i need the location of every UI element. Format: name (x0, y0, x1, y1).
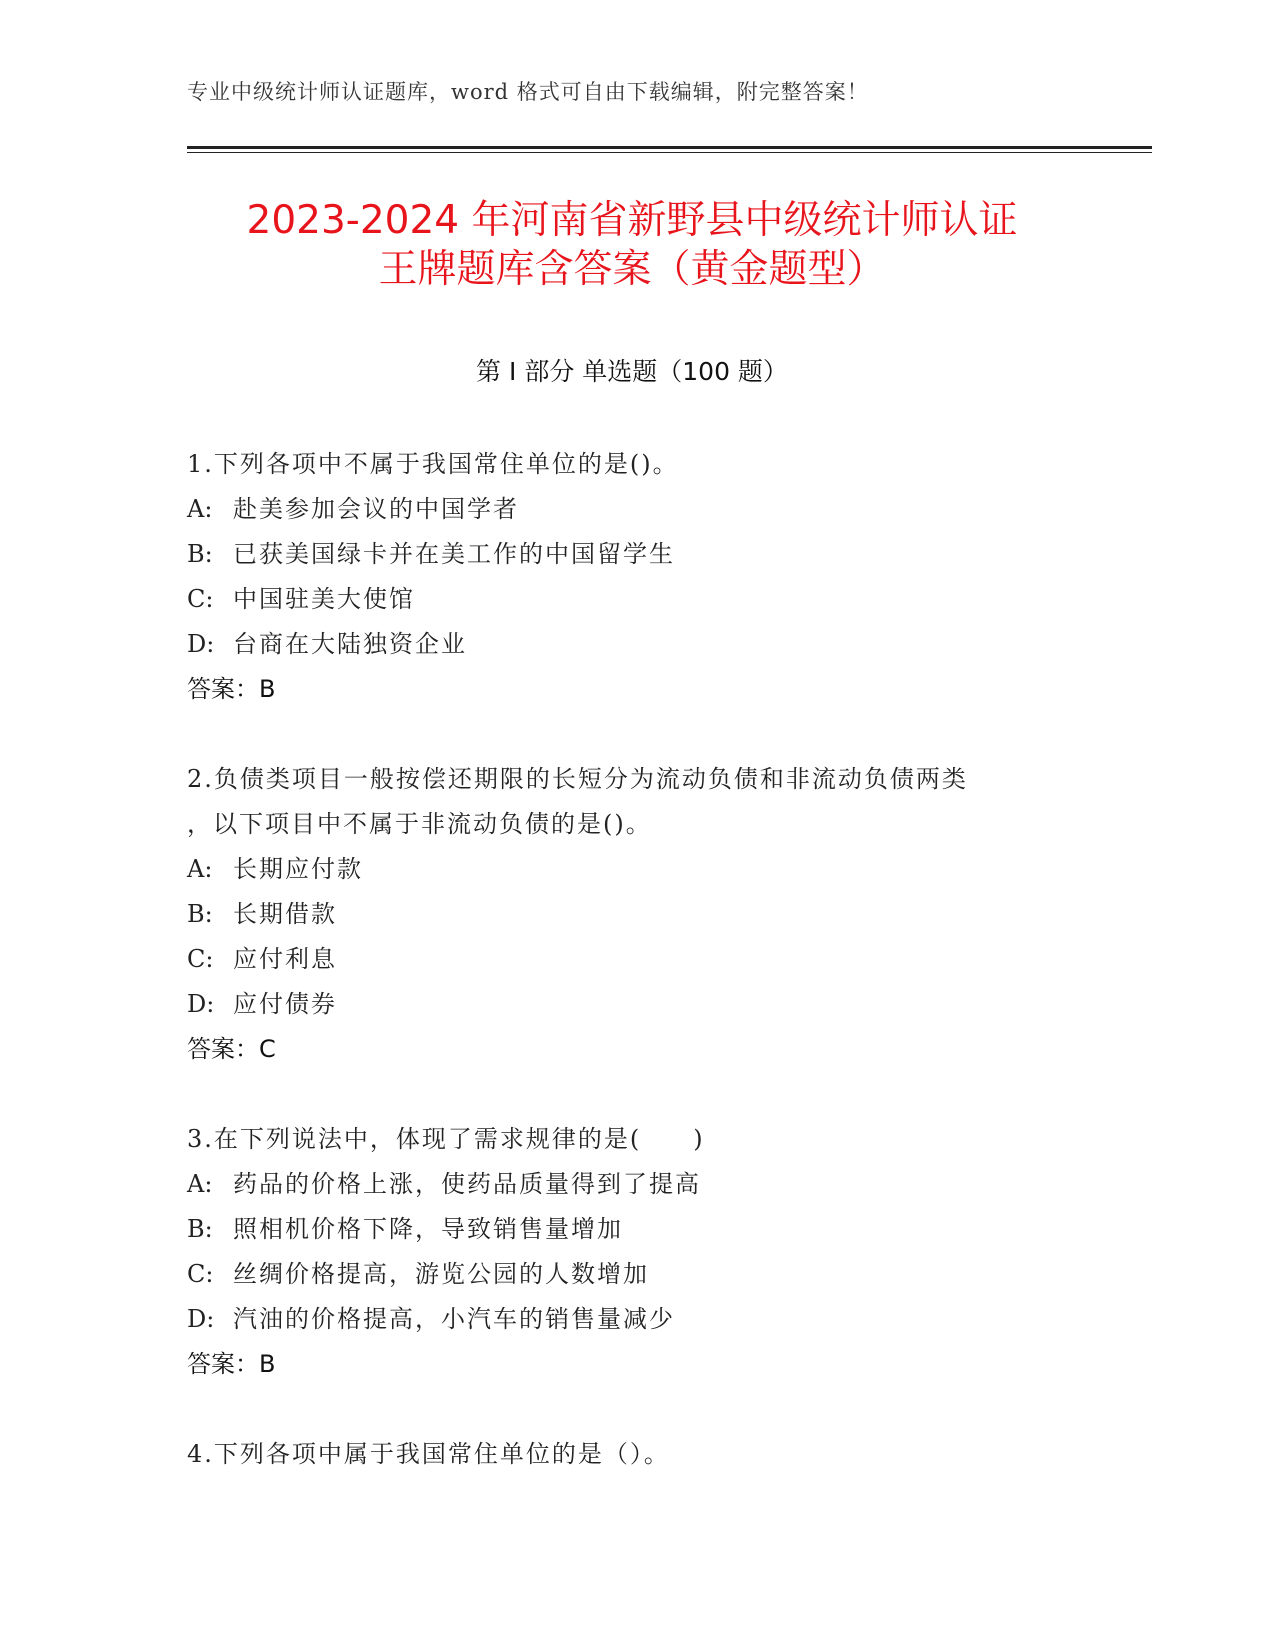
option-key: A: (187, 1170, 213, 1198)
option-key: C: (187, 1260, 214, 1288)
answer-option (187, 982, 1087, 1027)
option-key: B: (187, 1215, 213, 1243)
answer-option (187, 487, 1087, 532)
option-key: C: (187, 945, 214, 973)
option-text: 汽油的价格提高，小汽车的销售量减少 (233, 1305, 675, 1333)
question-stem: 4.下列各项中属于我国常住单位的是（）。 (187, 1440, 670, 1468)
option-key: B: (187, 540, 213, 568)
option-text: 长期应付款 (233, 855, 363, 883)
option-text: 应付债券 (233, 990, 337, 1018)
option-key: D: (187, 990, 215, 1018)
answer-value: C (259, 1035, 276, 1063)
document-title-line-2: 王牌题库含答案（黄金题型） (378, 247, 886, 292)
answer-option (187, 1297, 1087, 1342)
document-title (187, 196, 1077, 294)
answer-value: B (259, 675, 276, 703)
header-note: 专业中级统计师认证题库，word 格式可自由下载编辑，附完整答案！ (187, 80, 869, 104)
answer-line (187, 667, 1087, 712)
question-block (187, 442, 1087, 712)
answer-option (187, 577, 1087, 622)
answer-line (187, 1342, 1087, 1387)
answer-label: 答案： (187, 675, 259, 703)
answer-option (187, 1252, 1087, 1297)
answer-value: B (259, 1350, 276, 1378)
option-key: A: (187, 495, 213, 523)
question-stem: 1.下列各项中不属于我国常住单位的是()。 (187, 450, 679, 478)
question-block (187, 757, 1087, 1072)
answer-option (187, 1162, 1087, 1207)
header-divider-thick (187, 146, 1152, 149)
option-text: 应付利息 (233, 945, 337, 973)
answer-line (187, 1027, 1087, 1072)
option-key: D: (187, 630, 215, 658)
option-key: C: (187, 585, 214, 613)
answer-option (187, 892, 1087, 937)
header-divider-thin (187, 152, 1152, 153)
option-text: 药品的价格上涨，使药品质量得到了提高 (233, 1170, 701, 1198)
option-text: 中国驻美大使馆 (233, 585, 415, 613)
answer-option (187, 847, 1087, 892)
answer-option (187, 937, 1087, 982)
option-text: 台商在大陆独资企业 (233, 630, 467, 658)
option-key: B: (187, 900, 213, 928)
answer-option (187, 622, 1087, 667)
option-key: A: (187, 855, 213, 883)
question-stem: ，以下项目中不属于非流动负债的是()。 (187, 810, 652, 838)
answer-option (187, 1207, 1087, 1252)
question-list (187, 442, 1087, 1522)
answer-option (187, 532, 1087, 577)
question-block (187, 1432, 1087, 1477)
option-text: 长期借款 (233, 900, 337, 928)
section-title: 第 I 部分 单选题（100 题） (476, 357, 788, 386)
answer-label: 答案： (187, 1350, 259, 1378)
option-text: 丝绸价格提高，游览公园的人数增加 (233, 1260, 649, 1288)
question-block (187, 1117, 1087, 1387)
option-key: D: (187, 1305, 215, 1333)
document-title-line-1: 2023-2024 年河南省新野县中级统计师认证 (246, 198, 1018, 243)
question-stem: 2.负债类项目一般按偿还期限的长短分为流动负债和非流动负债两类 (187, 765, 968, 793)
option-text: 赴美参加会议的中国学者 (233, 495, 519, 523)
question-stem: 3.在下列说法中，体现了需求规律的是( ) (187, 1125, 705, 1153)
answer-label: 答案： (187, 1035, 259, 1063)
option-text: 已获美国绿卡并在美工作的中国留学生 (233, 540, 675, 568)
option-text: 照相机价格下降，导致销售量增加 (233, 1215, 623, 1243)
